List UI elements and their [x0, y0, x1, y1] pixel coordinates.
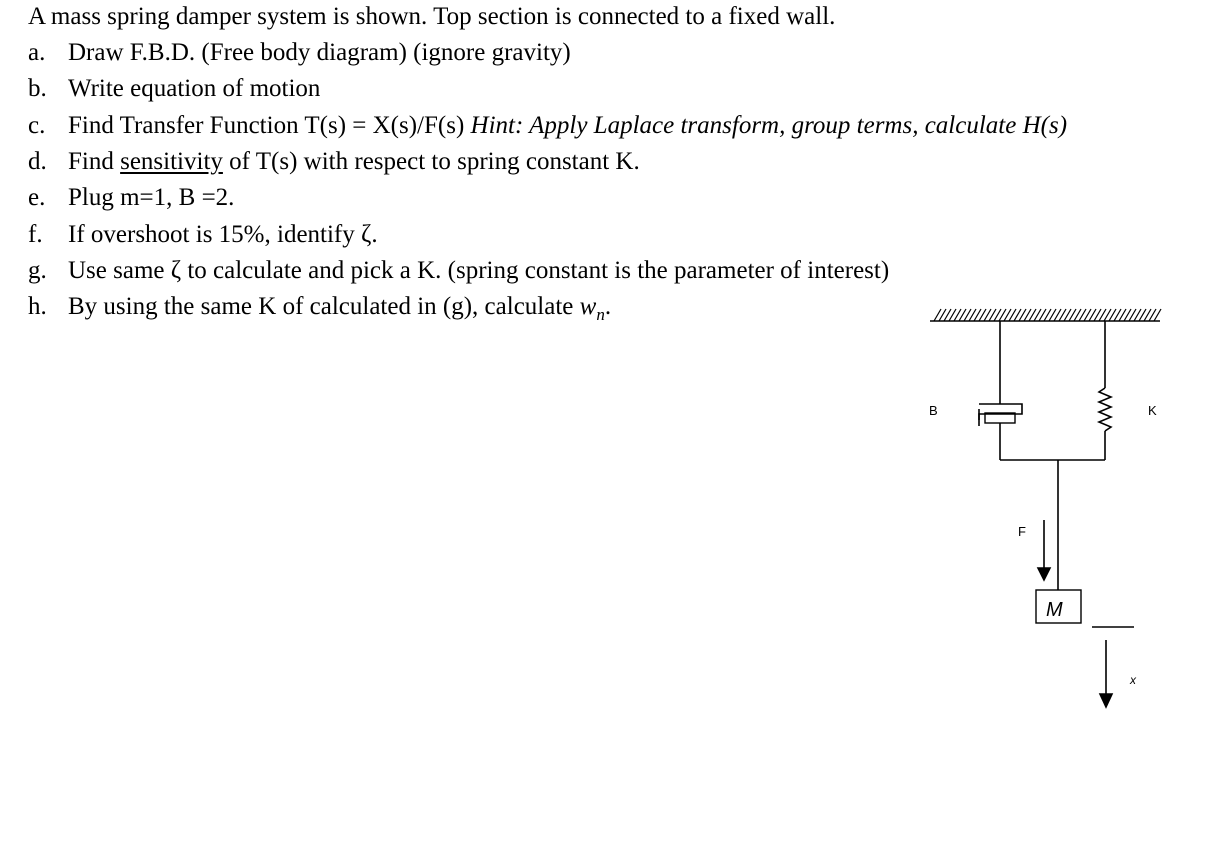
item-text-pre: Find: [68, 148, 121, 175]
item-text: By using the same K of calculated in (g), calculate: [68, 293, 580, 320]
omega-symbol: w: [579, 293, 597, 320]
displacement-arrow: [1100, 640, 1112, 707]
item-label: h.: [28, 293, 47, 320]
item-label: f.: [28, 221, 43, 248]
item-label: a.: [28, 39, 46, 66]
item-text: Use same ζ to calculate and pick a K. (spring constant is the parameter of interest): [68, 257, 890, 284]
spring-label: K: [1148, 403, 1157, 418]
item-label: g.: [28, 257, 47, 284]
item-label: d.: [28, 148, 47, 175]
damper-label: B: [929, 403, 938, 418]
force-arrow: [1038, 520, 1050, 580]
fixed-wall: [930, 309, 1161, 321]
item-end: .: [604, 293, 612, 320]
spring: [1099, 321, 1111, 460]
item-text: If overshoot is 15%, identify ζ.: [68, 221, 378, 248]
item-hint: Hint: Apply Laplace transform, group terms, calculate H(s): [470, 112, 1068, 139]
sensitivity-term: sensitivity: [120, 148, 223, 175]
omega-subscript: n: [596, 305, 605, 324]
item-label: c.: [28, 112, 46, 139]
force-label: F: [1018, 524, 1026, 539]
mass-label: M: [1046, 599, 1063, 621]
item-text: Find Transfer Function T(s) = X(s)/F(s): [68, 112, 471, 139]
displacement-label: x: [1130, 673, 1136, 687]
item-text: Draw F.B.D. (Free body diagram) (ignore gravity): [68, 39, 571, 66]
item-label: b.: [28, 75, 47, 102]
damper: [979, 321, 1022, 460]
item-text: Write equation of motion: [68, 75, 321, 102]
item-text-post: of T(s) with respect to spring constant K.: [222, 148, 640, 175]
item-text: Plug m=1, B =2.: [68, 184, 235, 211]
problem-intro: A mass spring damper system is shown. Top section is connected to a fixed wall.: [28, 3, 836, 30]
item-label: e.: [28, 184, 46, 211]
